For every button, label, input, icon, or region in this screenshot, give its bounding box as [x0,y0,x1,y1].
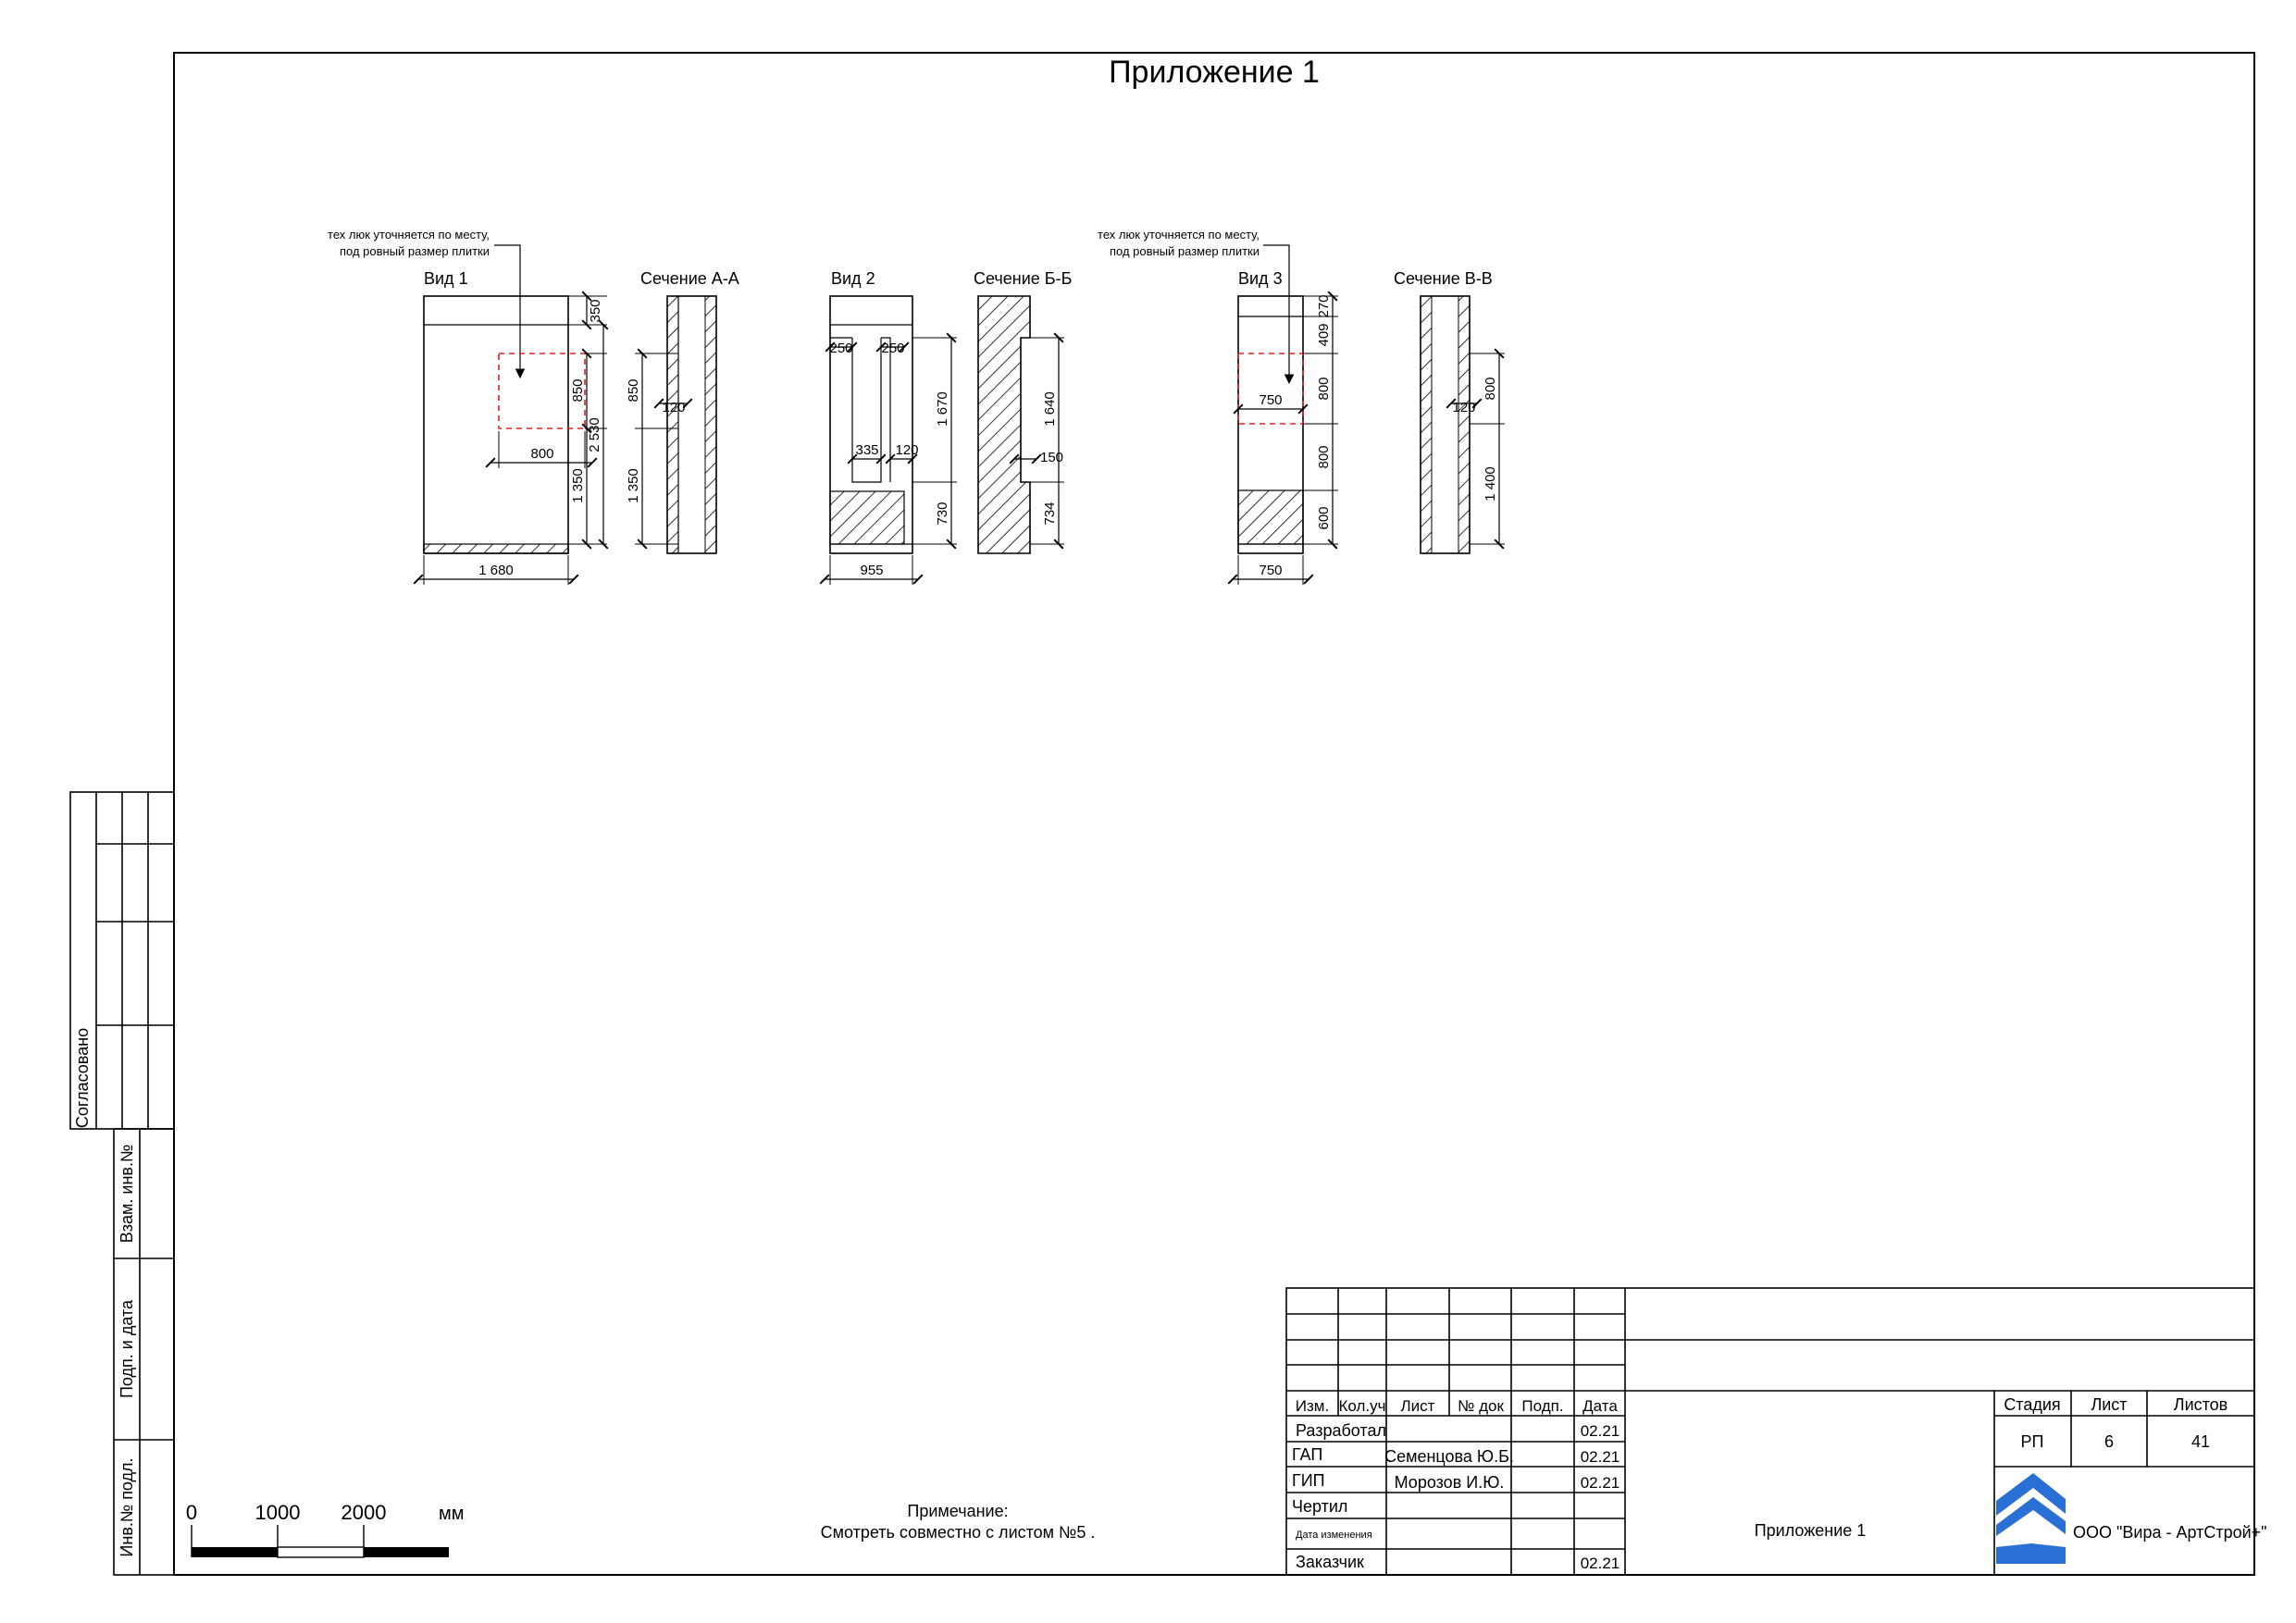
view-1-wall [424,296,568,553]
view-3-dim-second-label: 409 [1316,323,1332,347]
view-1-note-line-1: тех люк уточняется по месту, [328,228,490,242]
side-stamp-sign-date: Подп. и дата [118,1299,136,1399]
tb-row-role-5: Заказчик [1296,1553,1364,1571]
section-b-b-dim-thick-label: 150 [1040,450,1064,465]
tb-doc-name: Приложение 1 [1754,1521,1867,1540]
section-a-a [626,269,739,553]
view-2-dim-lower-label: 730 [935,502,950,526]
sheet-title: Приложение 1 [1109,55,1320,90]
view-2 [825,269,957,585]
tb-row-date-1: 02.21 [1580,1448,1620,1466]
view-3-dim-bottom-label: 600 [1316,506,1332,530]
tb-row-role-0: Разработал [1296,1421,1386,1440]
view-3-base-hatch [1238,490,1303,544]
side-stamp-inv-replace: Взам. инв.№ [118,1144,136,1244]
view-1-dim-hatch-h-label: 850 [570,378,586,403]
tb-row-name-1: Семенцова Ю.Б. [1384,1447,1514,1466]
tb-sheets-value: 41 [2191,1432,2211,1451]
tb-row-date-2: 02.21 [1580,1474,1620,1492]
view-3-note-line-2: под ровный размер плитки [1109,244,1260,258]
view-2-niche-left [852,338,881,482]
section-b-b-title: Сечение Б-Б [974,269,1073,288]
tb-row-date-5: 02.21 [1580,1555,1620,1572]
section-v-v-title: Сечение В-В [1394,269,1493,288]
tb-row-date-0: 02.21 [1580,1422,1620,1440]
section-v-v-left-hatch [1421,296,1432,553]
view-3-title: Вид 3 [1238,269,1283,288]
view-2-dim-gap-label: 335 [855,442,879,458]
company-logo-icon [1996,1473,2066,1564]
tb-sheet-label: Лист [2091,1395,2128,1414]
tb-stage-value: РП [2020,1432,2044,1451]
tb-row-role-3: Чертил [1292,1497,1348,1516]
view-3-dim-mid-label: 800 [1316,445,1332,469]
tb-header-list: Лист [1400,1397,1435,1415]
section-a-a-dim-upper-label: 850 [626,378,641,403]
view-3-note-line-1: тех люк уточняется по месту, [1098,228,1260,242]
view-3-dim-hatch-h-label: 800 [1316,377,1332,401]
drawing-frame [174,53,2254,1575]
side-stamp-inv-orig: Инв.№ подл. [118,1457,136,1557]
view-1-note-line-2: под ровный размер плитки [339,244,490,258]
tb-header-date: Дата [1582,1397,1618,1415]
view-3-dim-hatch-w-label: 750 [1259,392,1283,408]
tb-row-role-2: ГИП [1292,1471,1325,1490]
view-1-dim-bottom-label: 1 350 [570,468,586,503]
view-1 [328,228,607,585]
scale-bar [186,1501,465,1557]
view-2-dim-width-label: 955 [860,563,884,578]
view-3-dim-top-label: 270 [1316,294,1332,318]
view-1-title: Вид 1 [424,269,468,288]
view-3 [1098,228,1338,585]
view-1-dim-hatch-w-label: 800 [530,446,554,462]
view-1-dim-top-label: 350 [588,299,603,323]
view-2-dim-w-right-label: 250 [881,341,905,356]
view-2-title: Вид 2 [831,269,875,288]
note-title: Примечание: [907,1502,1009,1520]
section-a-a-left-hatch [667,296,678,553]
section-a-a-right-hatch [705,296,716,553]
section-b-b-dim-upper-label: 1 640 [1042,391,1058,427]
tb-stage-label: Стадия [2004,1395,2061,1414]
section-b-b-outline [978,296,1030,553]
scale-label-2000: 2000 [341,1501,387,1524]
tb-header-doc: № док [1458,1397,1504,1415]
section-b-b [974,269,1072,553]
section-a-a-dim-thick-label: 120 [662,400,686,415]
view-2-niche-divider [881,338,890,482]
section-v-v-dim-lower-label: 1 400 [1483,466,1498,502]
section-a-a-title: Сечение А-А [640,269,739,288]
view-3-hatch-opening [1238,353,1303,424]
view-1-floor-hatch [424,544,568,553]
tb-row-name-2: Морозов И.Ю. [1394,1473,1505,1492]
tb-row-role-1: ГАП [1292,1445,1323,1464]
tb-sheet-value: 6 [2104,1432,2115,1451]
tb-row-role-4: Дата изменения [1296,1530,1372,1541]
section-a-a-dim-lower-label: 1 350 [626,468,641,503]
view-2-dim-upper-label: 1 670 [935,391,950,427]
section-v-v-dim-thick-label: 120 [1452,400,1476,415]
section-v-v [1394,269,1505,553]
scale-label-0: 0 [185,1501,198,1524]
view-3-note-leader [1263,245,1289,383]
section-b-b-dim-lower-label: 734 [1042,502,1058,526]
section-v-v-right-hatch [1458,296,1470,553]
view-2-dim-thick-label: 120 [895,442,919,458]
tb-header-izm: Изм. [1295,1397,1330,1415]
tb-header-kol-uch: Кол.уч [1338,1397,1386,1415]
section-v-v-dim-upper-label: 800 [1483,377,1498,401]
view-2-dim-w-left-label: 250 [829,341,853,356]
tb-header-sign: Подп. [1521,1397,1564,1415]
note-text: Смотреть совместно с листом №5 . [820,1523,1096,1542]
tb-sheets-label: Листов [2173,1395,2228,1414]
side-stamp-agreed: Согласовано [73,1027,92,1129]
scale-unit: мм [439,1504,465,1524]
tb-company: ООО "Вира - АртСтрой+" [2073,1523,2267,1542]
view-1-dim-total-label: 2 530 [587,417,602,452]
view-2-base-hatch [830,491,904,544]
view-3-dim-width-label: 750 [1259,563,1283,578]
view-1-dim-width-label: 1 680 [478,563,514,578]
scale-label-1000: 1000 [254,1501,301,1524]
